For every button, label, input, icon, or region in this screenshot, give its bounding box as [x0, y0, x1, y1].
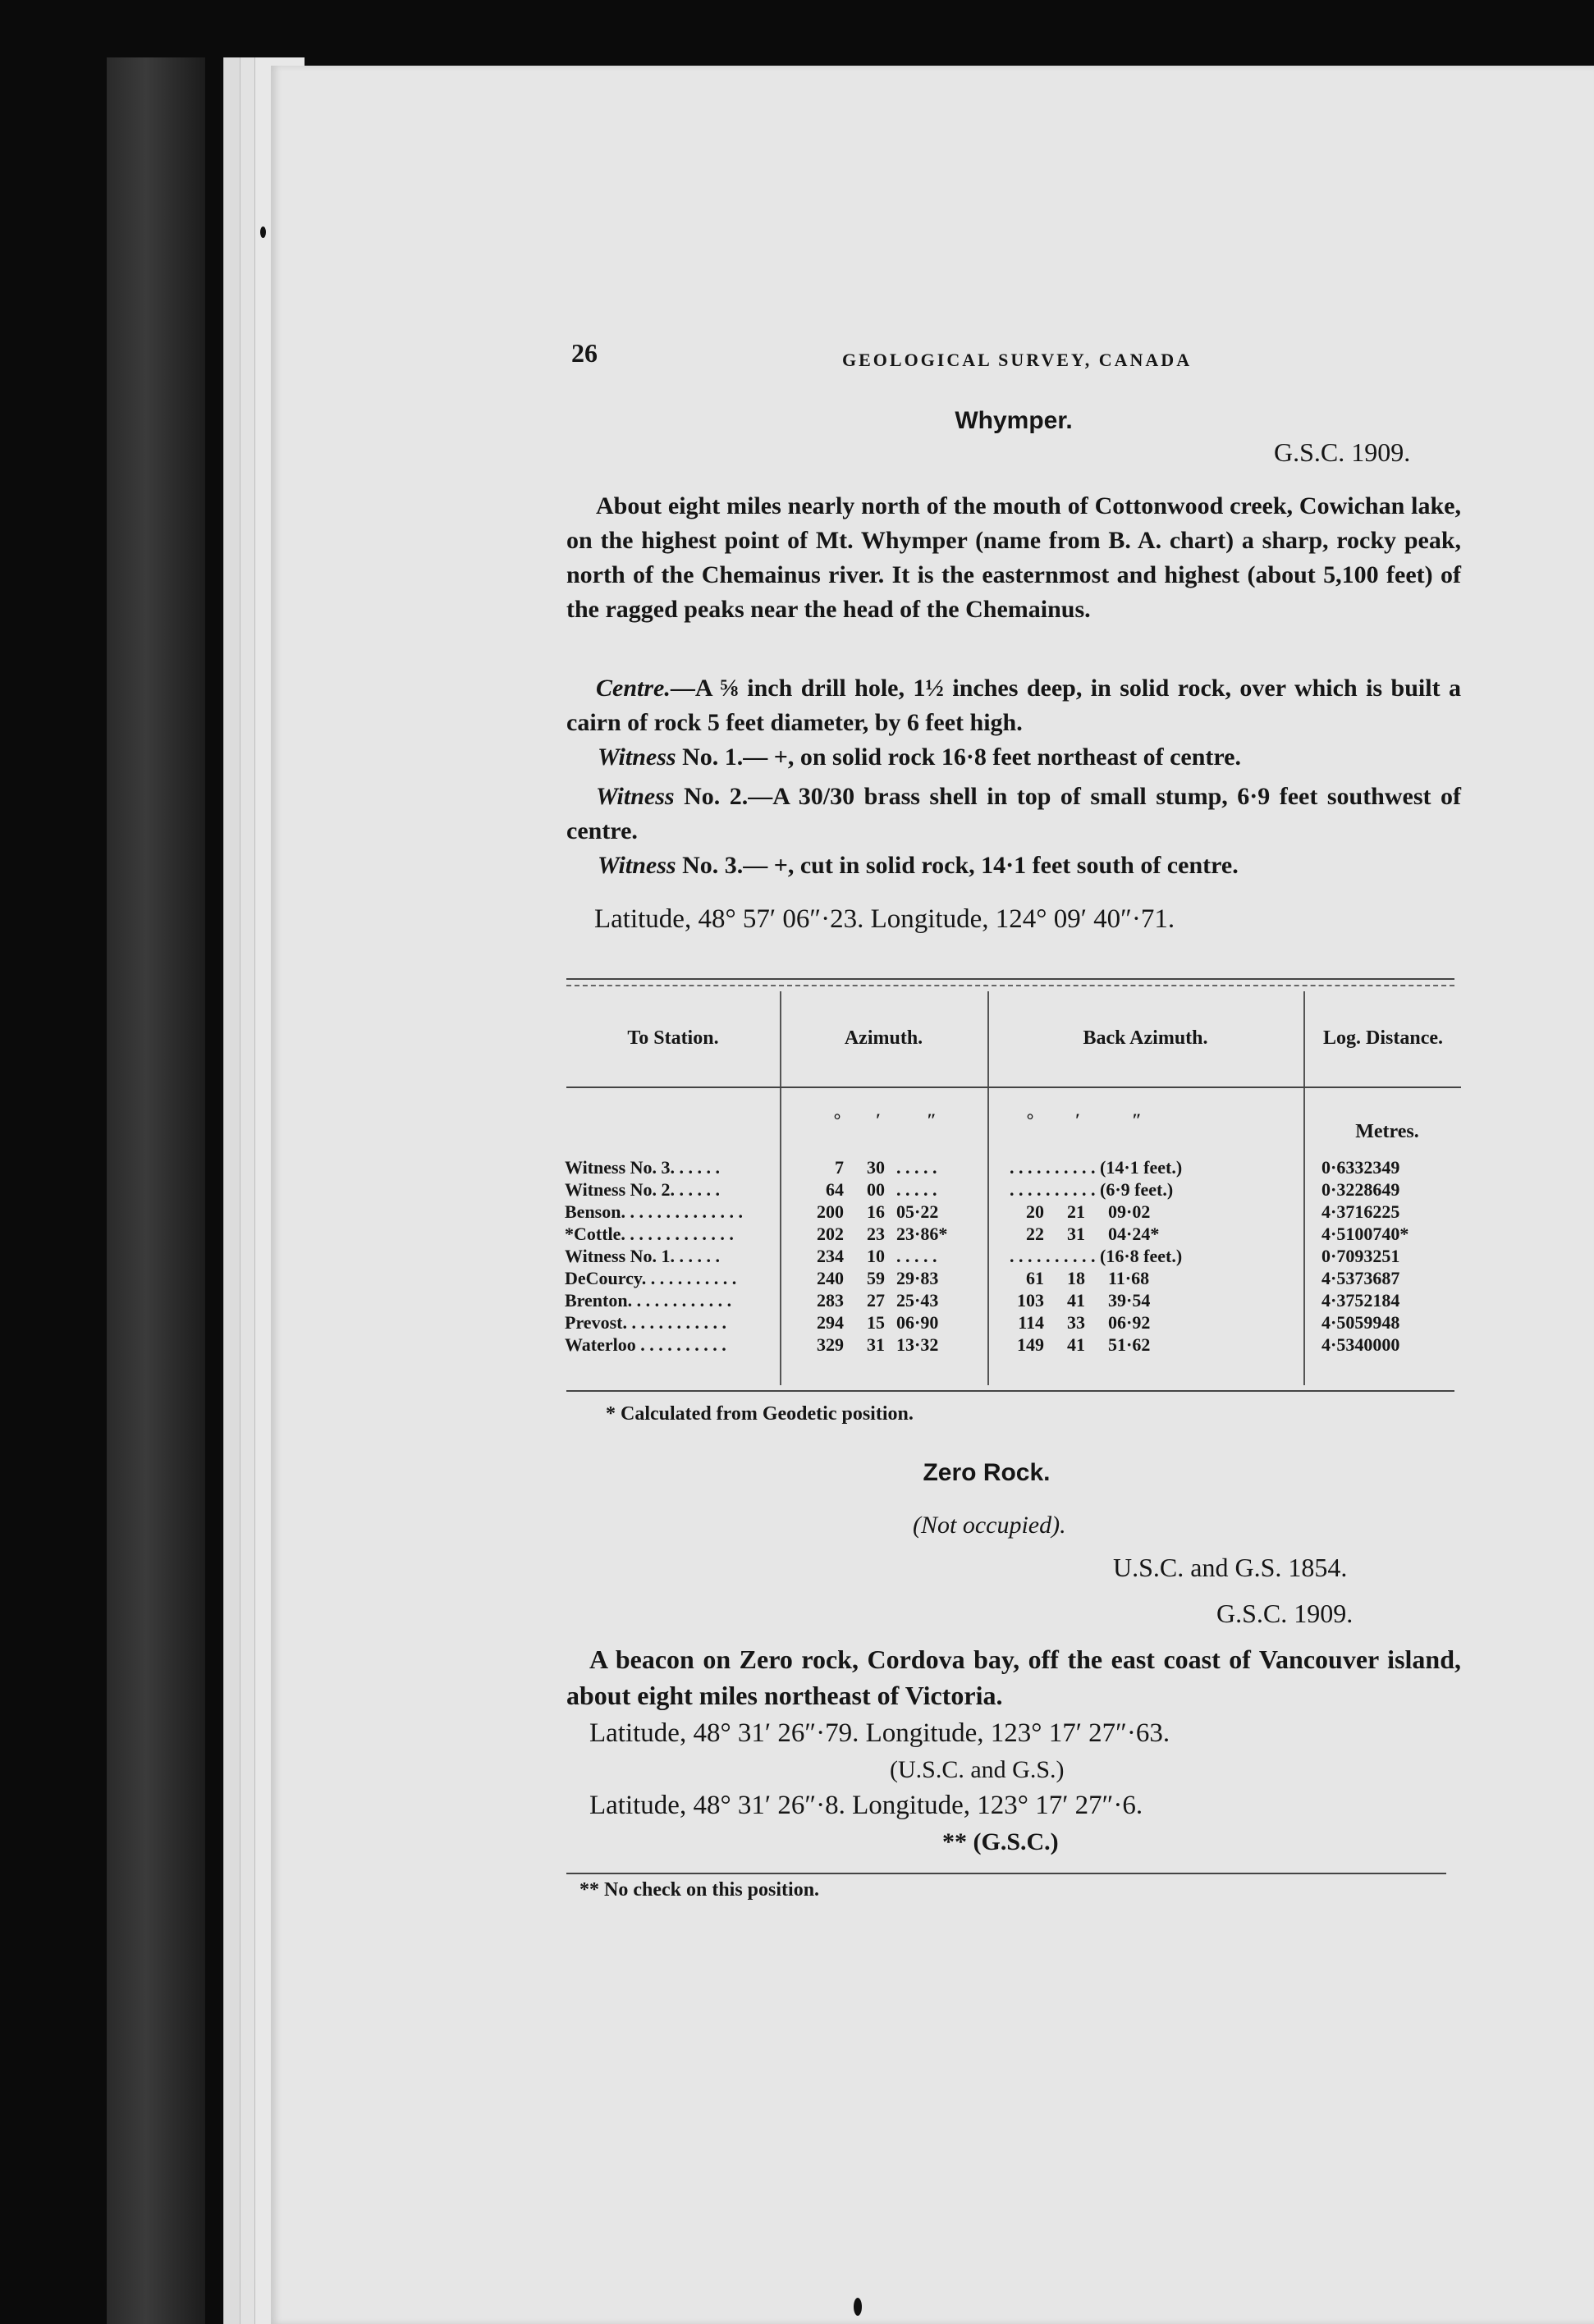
cell-back-azimuth-minutes: 33: [1067, 1312, 1085, 1333]
cell-azimuth-degrees: 7: [835, 1157, 844, 1178]
cell-back-azimuth-seconds: 06·92: [1108, 1312, 1151, 1333]
cell-station: DeCourcy. . . . . . . . . . .: [565, 1268, 737, 1288]
cell-back-azimuth-seconds: 04·24*: [1108, 1224, 1160, 1244]
cell-station: Waterloo . . . . . . . . . .: [565, 1334, 726, 1355]
cell-azimuth-seconds: 25·43: [896, 1290, 939, 1311]
cell-azimuth-seconds: 06·90: [896, 1312, 939, 1333]
cell-azimuth-degrees: 202: [817, 1224, 844, 1244]
table-divider: [1303, 991, 1305, 1385]
cell-azimuth-degrees: 283: [817, 1290, 844, 1311]
cell-back-azimuth-degrees: 20: [1026, 1201, 1044, 1222]
cell-log-distance: 4·3752184: [1321, 1290, 1400, 1311]
cell-log-distance: 4·3716225: [1321, 1201, 1400, 1222]
cell-azimuth-minutes: 30: [867, 1157, 885, 1178]
centre-text: —A ⅝ inch drill hole, 1½ inches deep, in solid rock, over which is built a cairn of rock 5 feet diameter, by 6 feet high.: [566, 675, 1461, 736]
zero-rock-footnote: ** No check on this position.: [579, 1879, 820, 1901]
col-header-azimuth: Azimuth.: [844, 1027, 923, 1049]
unit-seconds: ″: [1131, 1109, 1143, 1130]
witness-1-text: No. 1.— +, on solid rock 16·8 feet northeast of centre.: [682, 743, 1241, 771]
witness-label: Witness: [598, 852, 676, 879]
cell-back-azimuth-minutes: 21: [1067, 1201, 1085, 1222]
unit-minutes: ′: [1074, 1109, 1081, 1130]
cell-back-azimuth-degrees: 103: [1017, 1290, 1044, 1311]
zero-rock-description: A beacon on Zero rock, Cordova bay, off the east coast of Vancouver island, about eight miles northeast of Victoria.: [566, 1645, 1461, 1710]
scan-speck: [260, 226, 266, 238]
zero-rock-subtitle: (Not occupied).: [913, 1512, 1066, 1539]
cell-log-distance: 4·5059948: [1321, 1312, 1400, 1333]
witness-2-paragraph: [566, 780, 1461, 849]
section-title-zero-rock: Zero Rock.: [923, 1459, 1051, 1486]
cell-back-azimuth-minutes: 41: [1067, 1334, 1085, 1355]
whymper-reference: G.S.C. 1909.: [1274, 437, 1411, 467]
cell-log-distance: 0·3228649: [1321, 1179, 1400, 1200]
table-divider: [780, 991, 781, 1385]
cell-log-distance: 0·6332349: [1321, 1157, 1400, 1178]
table-rule-header: [566, 1087, 1461, 1088]
cell-station: Brenton. . . . . . . . . . . .: [565, 1290, 732, 1311]
whymper-latlong: Latitude, 48° 57′ 06″·23. Longitude, 124° 09′ 40″·71.: [594, 904, 1175, 934]
cell-log-distance: 4·5100740*: [1321, 1224, 1409, 1244]
cell-back-azimuth-minutes: 18: [1067, 1268, 1085, 1288]
cell-back-azimuth-note: . . . . . . . . . . (6·9 feet.): [1010, 1179, 1174, 1200]
cell-log-distance: 4·5340000: [1321, 1334, 1400, 1355]
cell-back-azimuth-degrees: 149: [1017, 1334, 1044, 1355]
section-title-whymper: Whymper.: [955, 407, 1073, 434]
cell-azimuth-seconds: 13·32: [896, 1334, 939, 1355]
cell-azimuth-minutes: 10: [867, 1246, 885, 1266]
zero-rock-source-2: ** (G.S.C.): [942, 1828, 1059, 1855]
scanner-edge: [107, 57, 205, 2324]
cell-back-azimuth-seconds: 11·68: [1108, 1268, 1150, 1288]
cell-azimuth-seconds: . . . . .: [896, 1246, 937, 1266]
witness-label: Witness: [596, 783, 675, 810]
witness-3-text: No. 3.— +, cut in solid rock, 14·1 feet south of centre.: [682, 852, 1239, 879]
table-rule-top: [566, 978, 1454, 980]
page-number: 26: [571, 338, 598, 368]
zero-rock-latlong-2: Latitude, 48° 31′ 26″·8. Longitude, 123° 17′ 27″·6.: [589, 1791, 1143, 1820]
witness-label: Witness: [598, 743, 676, 771]
cell-azimuth-minutes: 00: [867, 1179, 885, 1200]
cell-azimuth-degrees: 240: [817, 1268, 844, 1288]
zero-rock-latlong-1: Latitude, 48° 31′ 26″·79. Longitude, 123° 17′ 27″·63.: [589, 1718, 1170, 1748]
scan-speck: [854, 2298, 862, 2316]
cell-azimuth-seconds: . . . . .: [896, 1179, 937, 1200]
cell-azimuth-seconds: 05·22: [896, 1201, 939, 1222]
cell-station: Witness No. 3. . . . . .: [565, 1157, 721, 1178]
table-footnote: * Calculated from Geodetic position.: [606, 1403, 914, 1425]
witness-3-line: [598, 852, 1239, 880]
cell-azimuth-seconds: . . . . .: [896, 1157, 937, 1178]
unit-metres: Metres.: [1355, 1121, 1419, 1142]
cell-azimuth-minutes: 31: [867, 1334, 885, 1355]
table-divider: [987, 991, 989, 1385]
cell-azimuth-degrees: 234: [817, 1246, 844, 1266]
cell-station: *Cottle. . . . . . . . . . . . .: [565, 1224, 734, 1244]
cell-station: Prevost. . . . . . . . . . . .: [565, 1312, 726, 1333]
cell-back-azimuth-seconds: 39·54: [1108, 1290, 1151, 1311]
unit-seconds: ″: [926, 1109, 937, 1130]
cell-station: Witness No. 1. . . . . .: [565, 1246, 721, 1266]
col-header-back-azimuth: Back Azimuth.: [1083, 1027, 1208, 1049]
centre-label: Centre.: [596, 675, 671, 702]
cell-back-azimuth-note: . . . . . . . . . . (14·1 feet.): [1010, 1157, 1183, 1178]
zero-rock-source-1: (U.S.C. and G.S.): [890, 1756, 1065, 1783]
cell-back-azimuth-seconds: 09·02: [1108, 1201, 1151, 1222]
cell-azimuth-minutes: 23: [867, 1224, 885, 1244]
cell-log-distance: 4·5373687: [1321, 1268, 1400, 1288]
unit-degrees: °: [1026, 1109, 1034, 1130]
footnote-rule: [566, 1873, 1446, 1874]
witness-1-line: [598, 743, 1241, 771]
cell-azimuth-minutes: 59: [867, 1268, 885, 1288]
cell-azimuth-minutes: 16: [867, 1201, 885, 1222]
unit-minutes: ′: [875, 1109, 882, 1130]
table-rule-bottom: [566, 1390, 1454, 1392]
cell-azimuth-degrees: 64: [826, 1179, 844, 1200]
zero-rock-reference-2: G.S.C. 1909.: [1216, 1599, 1354, 1628]
cell-back-azimuth-seconds: 51·62: [1108, 1334, 1151, 1355]
cell-azimuth-seconds: 29·83: [896, 1268, 939, 1288]
cell-back-azimuth-degrees: 61: [1026, 1268, 1044, 1288]
whymper-centre-paragraph: [566, 671, 1461, 740]
col-header-log-distance: Log. Distance.: [1323, 1027, 1443, 1049]
cell-station: Witness No. 2. . . . . .: [565, 1179, 721, 1200]
unit-degrees: °: [833, 1109, 841, 1130]
cell-back-azimuth-degrees: 22: [1026, 1224, 1044, 1244]
cell-station: Benson. . . . . . . . . . . . . .: [565, 1201, 743, 1222]
witness-2-text: No. 2.—A 30/30 brass shell in top of small stump, 6·9 feet southwest of centre.: [566, 783, 1461, 844]
cell-azimuth-minutes: 27: [867, 1290, 885, 1311]
col-header-station: To Station.: [627, 1027, 719, 1049]
cell-azimuth-seconds: 23·86*: [896, 1224, 948, 1244]
cell-azimuth-degrees: 200: [817, 1201, 844, 1222]
cell-back-azimuth-minutes: 31: [1067, 1224, 1085, 1244]
running-head: GEOLOGICAL SURVEY, CANADA: [842, 350, 1193, 370]
cell-azimuth-degrees: 329: [817, 1334, 844, 1355]
cell-back-azimuth-note: . . . . . . . . . . (16·8 feet.): [1010, 1246, 1183, 1266]
table-rule-top-dashed: [566, 985, 1454, 986]
zero-rock-reference-1: U.S.C. and G.S. 1854.: [1113, 1553, 1348, 1582]
cell-back-azimuth-minutes: 41: [1067, 1290, 1085, 1311]
cell-azimuth-degrees: 294: [817, 1312, 844, 1333]
whymper-description: About eight miles nearly north of the mouth of Cottonwood creek, Cowichan lake, on the highest point of Mt. Whymper (name from B. A. chart) a sharp, rocky peak, north of the Chemainus river. It is the easternmost and highest (about 5,100 feet) of the ragged peaks near the head of the Chemainus.: [566, 492, 1461, 623]
cell-back-azimuth-degrees: 114: [1018, 1312, 1044, 1333]
cell-azimuth-minutes: 15: [867, 1312, 885, 1333]
cell-log-distance: 0·7093251: [1321, 1246, 1400, 1266]
